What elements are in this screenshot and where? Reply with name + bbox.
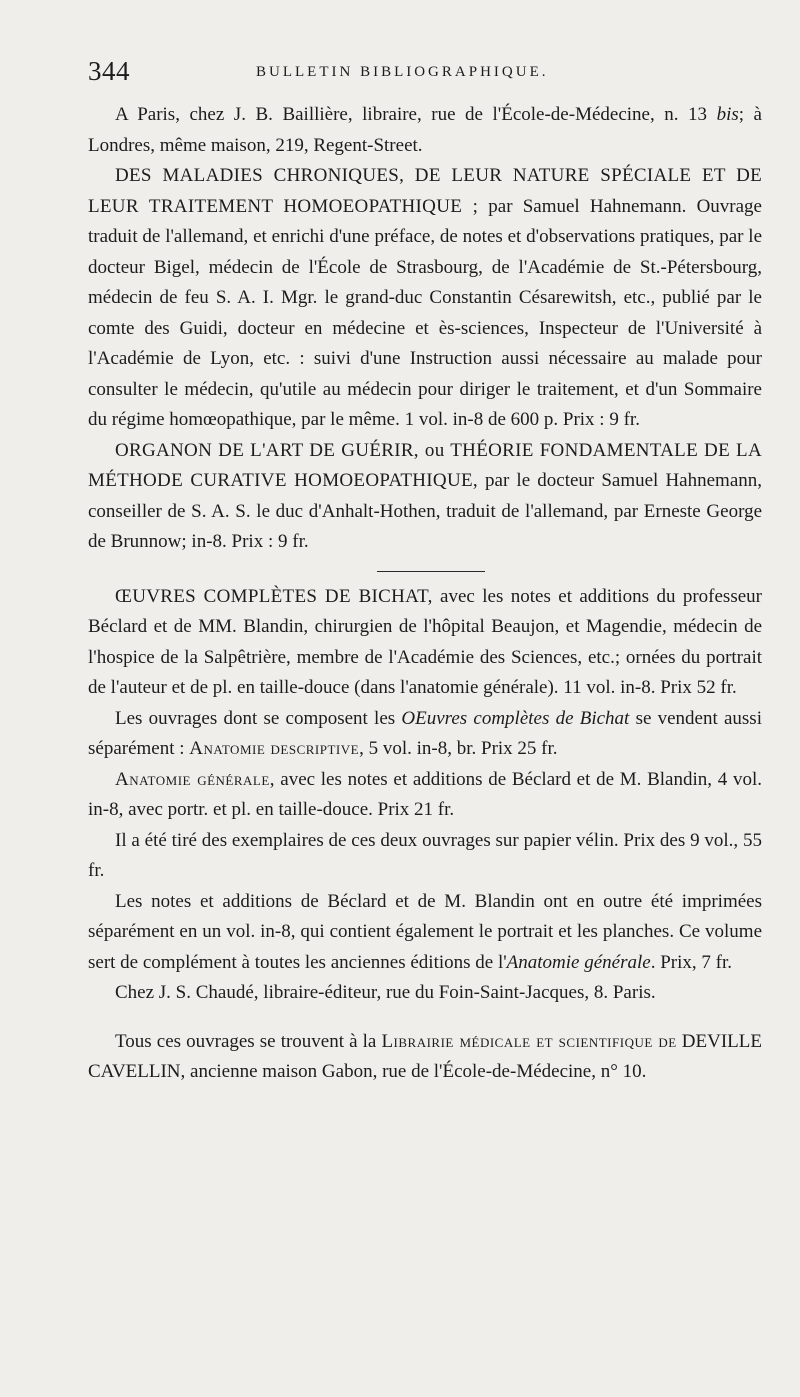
entry-title: ORGANON DE L'ART DE GUÉRIR, ou THÉORIE FONDAMENTALE DE LA MÉTHODE CURATIVE HOMOEOPATHIQUE,	[88, 439, 762, 491]
entry-body: avec les notes et additions du professeur Béclard et de MM. Blandin, chirurgien de l'hôpital Beaujon, et Magendie, médecin de l'hospice de la Salpêtrière, membre de l'Académie des Sciences, etc.; ornées du portrait de l'auteur et de pl. en taille-douce (dans l'anatomie générale). 11 vol. in-8. Prix 52 fr.	[88, 585, 762, 698]
paragraph-text: , 5 vol. in-8, br. Prix 25 fr.	[359, 738, 558, 759]
work-title-italic: Anatomie générale	[506, 951, 651, 973]
entry-title: ŒUVRES COMPLÈTES DE BICHAT,	[115, 585, 433, 607]
small-caps-title: Librairie médicale et scientifique de	[381, 1030, 677, 1052]
paragraph-text: Tous ces ouvrages se trouvent à la	[115, 1030, 382, 1052]
paragraph-text: DEVILLE CAVELLIN, ancienne maison Gabon, rue de l'École-de-Médecine, n° 10.	[88, 1030, 762, 1082]
paragraph-text: , avec les notes et additions de Béclard et de M. Blandin, 4 vol. in-8, avec portr. et pl. en taille-douce. Prix 21 fr.	[88, 768, 762, 820]
bichat-separate-volumes	[88, 704, 762, 765]
paragraph-text: . Prix, 7 fr.	[650, 951, 732, 973]
bichat-velin: Il a été tiré des exemplaires de ces deux ouvrages sur papier vélin. Prix des 9 vol., 55 fr.	[88, 829, 762, 881]
page-number: 344	[88, 56, 130, 86]
entry-maladies-chroniques	[88, 161, 762, 436]
imprint-text-end: ; à Londres, même maison, 219, Regent-Street.	[88, 104, 762, 156]
running-head	[88, 56, 762, 100]
section-divider	[377, 571, 485, 572]
paragraph-text: Les notes et additions de Béclard et de M. Blandin ont en outre été imprimées séparément en un vol. in-8, qui contient également le portrait et les planches. Ce volume sert de complément à toutes les anciennes éditions de l'	[88, 890, 762, 973]
imprint-bis: bis	[716, 104, 739, 125]
entry-body: par le docteur Samuel Hahnemann, conseiller de S. A. S. le duc d'Anhalt-Hothen, traduit de l'allemand, par Erneste George de Brunnow; in-8. Prix : 9 fr.	[88, 470, 763, 552]
imprint-paragraph	[88, 100, 762, 161]
page-body	[88, 100, 762, 1088]
entry-body: par Samuel Hahnemann. Ouvrage traduit de l'allemand, et enrichi d'une préface, de notes et d'observations pratiques, par le docteur Bigel, médecin de l'École de Strasbourg, de l'Académie de St.-Pétersbourg, médecin de feu S. A. I. Mgr. le grand-duc Constantin Césarewitsh, etc., publié par le comte des Guidi, docteur en médecine et ès-sciences, Inspecteur de l'Université à l'Académie de Lyon, etc. : suivi d'une Instruction aussi nécessaire au malade pour consulter le médecin, qu'utile au médecin pour diriger le traitement, et d'un Sommaire du régime homœopathique, par le même. 1 vol. in-8 de 600 p. Prix : 9 fr.	[88, 195, 762, 430]
bichat-publisher: Chez J. S. Chaudé, libraire-éditeur, rue du Foin-Saint-Jacques, 8. Paris.	[115, 982, 656, 1003]
bichat-notes	[88, 887, 762, 979]
small-caps-title: Anatomie générale	[115, 768, 270, 790]
paragraph-text: Les ouvrages dont se composent les	[115, 707, 402, 729]
paragraph-text: se vendent aussi séparément :	[88, 707, 762, 759]
small-caps-title: Anatomie descriptive	[189, 738, 360, 759]
entry-organon	[88, 436, 762, 558]
bookseller-notice	[88, 1027, 762, 1088]
entry-oeuvres-bichat	[88, 582, 762, 704]
work-title-italic: OEuvres complètes de Bichat	[401, 707, 630, 729]
bichat-anatomie-generale	[88, 765, 762, 826]
imprint-text: A Paris, chez J. B. Baillière, libraire, rue de l'École-de-Médecine, n. 13	[115, 104, 717, 125]
entry-title: DES MALADIES CHRONIQUES, DE LEUR NATURE SPÉCIALE ET DE LEUR TRAITEMENT HOMOEOPATHIQUE ;	[88, 165, 762, 217]
running-title: BULLETIN BIBLIOGRAPHIQUE.	[256, 64, 549, 80]
